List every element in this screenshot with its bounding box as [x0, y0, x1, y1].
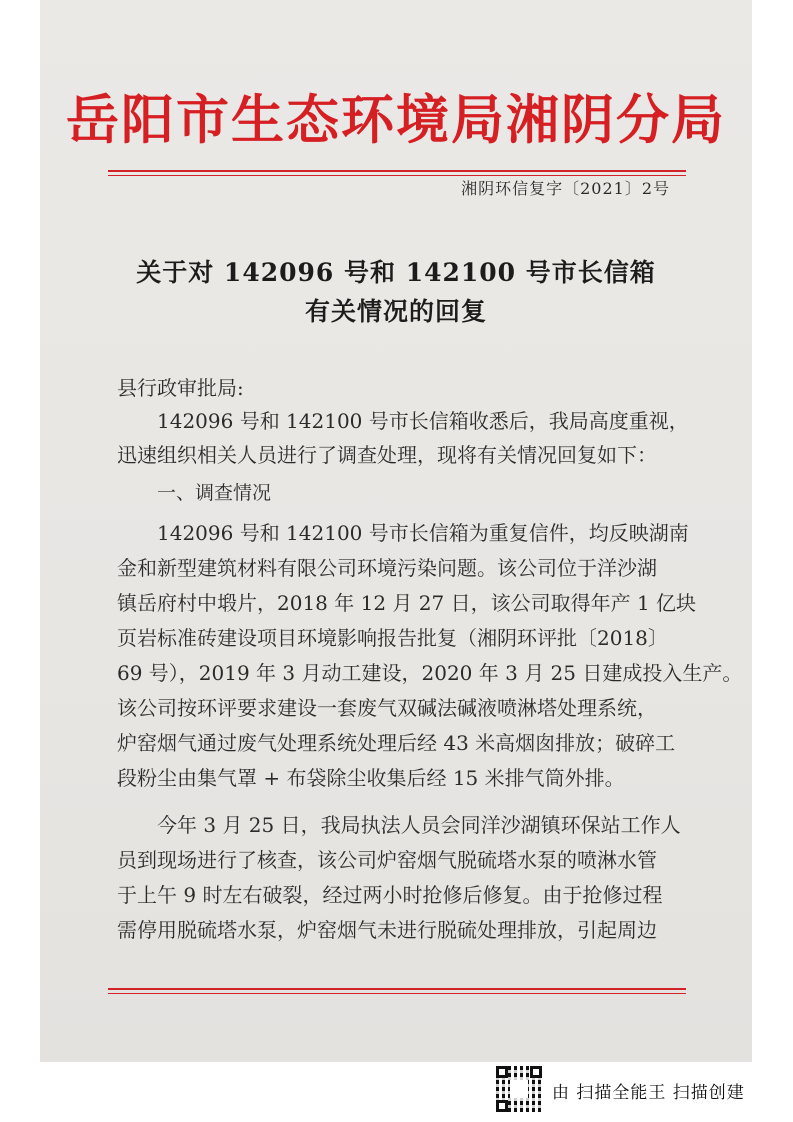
body-line: 该公司按环评要求建设一套废气双碱法碱液喷淋塔处理系统， [117, 696, 657, 720]
body-line: 页岩标准砖建设项目环境影响报告批复（湘阴环评批〔2018〕 [117, 626, 668, 650]
qr-code-icon [496, 1066, 542, 1112]
body-line: 员到现场进行了核查，该公司炉窑烟气脱硫塔水泵的喷淋水管 [117, 848, 657, 872]
body-line: 142096 号和 142100 号市长信箱收悉后，我局高度重视， [157, 409, 689, 433]
body-line: 镇岳府村中塅片，2018 年 12 月 27 日，该公司取得年产 1 亿块 [117, 591, 697, 615]
footer-rule-bottom [108, 993, 686, 994]
footer-rule-top [108, 988, 686, 990]
body-line: 炉窑烟气通过废气处理系统处理后经 43 米高烟囱排放；破碎工 [117, 731, 676, 755]
body-line: 142096 号和 142100 号市长信箱为重复信件，均反映湖南 [157, 521, 689, 545]
page-margin [752, 0, 793, 1062]
subject-line-1: 关于对 142096 号和 142100 号市长信箱 [136, 258, 656, 287]
body-line: 迅速组织相关人员进行了调查处理，现将有关情况回复如下： [117, 443, 657, 467]
section-heading: 一、调查情况 [157, 482, 272, 504]
subject-line-2: 有关情况的回复 [304, 297, 487, 326]
body-line: 于上午 9 时左右破裂，经过两小时抢修后修复。由于抢修过程 [117, 883, 663, 907]
body-line: 金和新型建筑材料有限公司环境污染问题。该公司位于洋沙湖 [117, 556, 657, 580]
salutation: 县行政审批局: [117, 376, 244, 400]
body-line: 今年 3 月 25 日，我局执法人员会同洋沙湖镇环保站工作人 [157, 813, 681, 837]
document-number: 湘阴环信复字〔2021〕2号 [461, 179, 670, 198]
header-rule-top [108, 170, 686, 172]
scanner-credit: 由 扫描全能王 扫描创建 [552, 1083, 745, 1103]
body-line: 需停用脱硫塔水泵，炉窑烟气未进行脱硫处理排放，引起周边 [117, 918, 657, 942]
body-line: 段粉尘由集气罩 + 布袋除尘收集后经 15 米排气筒外排。 [117, 766, 625, 790]
organization-title: 岳阳市生态环境局湘阴分局 [66, 90, 726, 151]
body-line: 69 号），2019 年 3 月动工建设，2020 年 3 月 25 日建成投入生产。 [117, 661, 743, 685]
